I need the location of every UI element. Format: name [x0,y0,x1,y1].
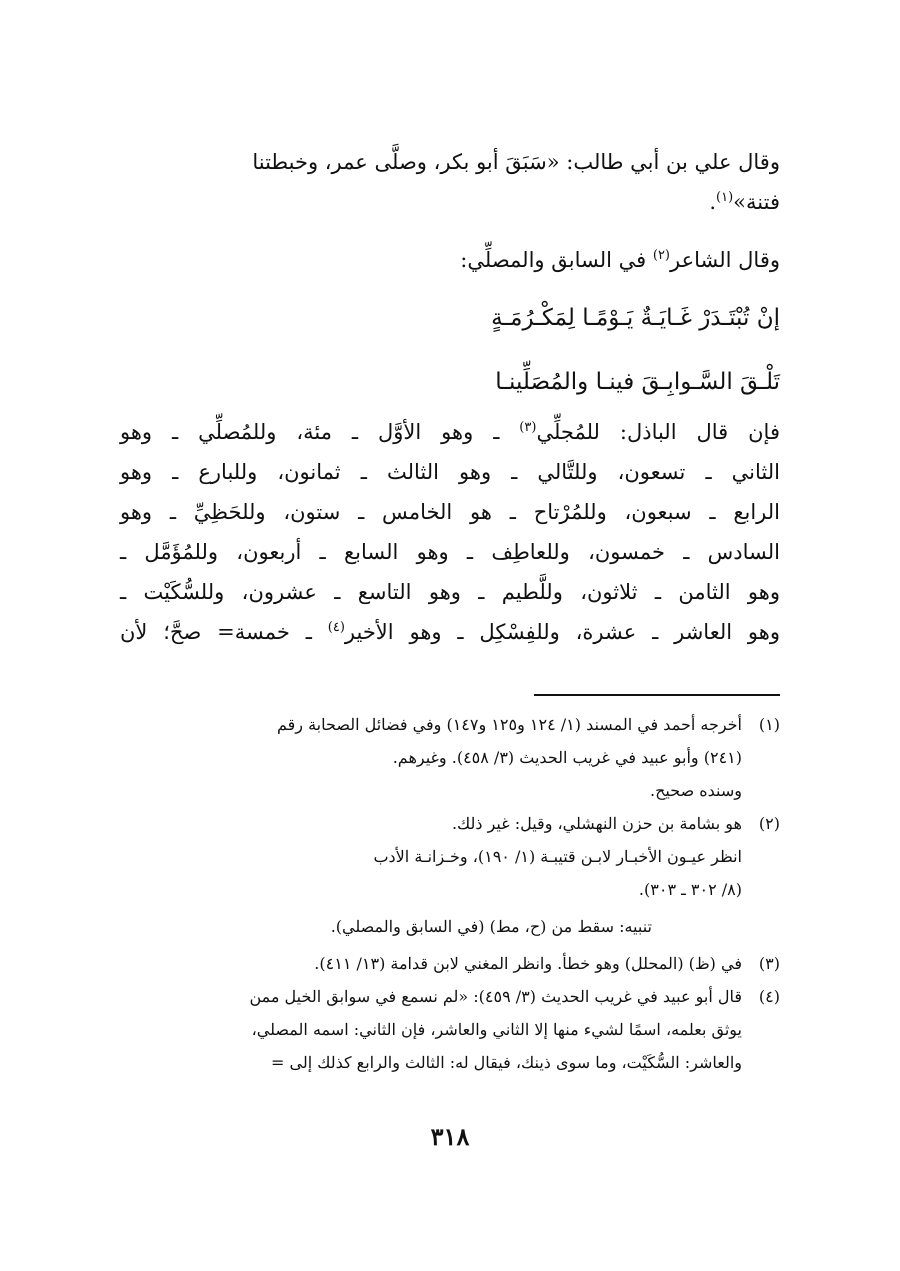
footnote-line: (٢٤١) وأبو عبيد في غريب الحديث (٣/ ٤٥٨). وغيرهم. [392,748,742,767]
text-line: وقال علي بن أبي طالب: «سَبَقَ أبو بكر، وصلَّى عمر، وخبطتنا [252,150,780,174]
footnote-ref: (٢) [652,248,670,263]
footnote-body [120,807,742,906]
footnote-line: والعاشر: السُّكَيْت، وما سوى ذينك، فيقال له: الثالث والرابع كذلك إلى = [270,1053,742,1072]
footnote-body [120,980,742,1079]
text-line: وهو الثامن ـ ثلاثون، وللَّطيم ـ وهو التاسع ـ عشرون، وللسُّكَيْت ـ [120,580,780,604]
footnote-line: (٨/ ٣٠٢ ـ ٣٠٣). [638,880,742,899]
footnote-line: قال أبو عبيد في غريب الحديث (٣/ ٤٥٩): «لم نسمع في سوابق الخيل ممن [249,987,742,1006]
text-fragment: في السابق والمصلِّي: [460,248,653,272]
footnote-body [120,708,742,807]
footnote-line: وسنده صحيح. [650,781,742,800]
footnote-line: هو بشامة بن حزن النهشلي، وقيل: غير ذلك. [451,814,742,833]
text-line: الرابع ـ سبعون، وللمُرْتاح ـ هو الخامس ـ ستون، وللحَظِيِّ ـ وهو [120,500,780,524]
text-fragment: وقال الشاعر [670,248,780,272]
text-line: الثاني ـ تسعون، وللتَّالي ـ وهو الثالث ـ ثمانون، وللبارع ـ وهو [120,460,780,484]
text-line [120,182,780,222]
text-line: السادس ـ خمسون، وللعاطِف ـ وهو السابع ـ أربعون، وللمُؤَمَّل ـ [120,540,780,564]
footnote-ref: (٤) [327,620,345,635]
footnote-line: أخرجه أحمد في المسند (١/ ١٢٤ و١٢٥ و١٤٧) وفي فضائل الصحابة رقم [276,715,742,734]
footnote-line: انظر عيـون الأخبـار لابـن قتيبـة (١/ ١٩٠)، وخـزانـة الأدب [373,847,742,866]
footnote-number: (٢) [758,814,780,833]
verse-hemistich-1: إنْ تُبْتَـدَرْ غَـايَـةٌ يَـوْمًـا لِمَكْـرُمَـةٍ [491,305,780,331]
footnote-line: في (ظ) (المحلل) وهو خطأ. وانظر المغني لابن قدامة (١٣/ ٤١١). [314,954,742,973]
text-fragment: فتنة» [733,190,780,214]
footnote-3 [120,947,780,980]
text-line [120,412,780,452]
footnote-ref: (١) [716,190,734,205]
paragraph-race-ranks [120,412,780,652]
text-fragment: ـ وهو الأوَّل ـ مئة، وللمُصلِّي ـ وهو [120,420,520,444]
paragraph-ali-quote [120,142,780,222]
footnote-number: (٤) [758,987,780,1006]
footnotes [120,708,780,1079]
footnote-ref: (٣) [519,420,537,435]
page-number: ٣١٨ [430,1122,470,1151]
footnote-line: يوثق بعلمه، اسمًا لشيء منها إلا الثاني والعاشر، فإن الثاني: اسمه المصلي، [251,1020,742,1039]
footnote-number: (١) [758,715,780,734]
text-fragment: ـ خمسة= صحَّ؛ لأن [120,620,328,644]
footnote-1 [120,708,780,807]
footnote-4 [120,980,780,1079]
text-line [120,612,780,652]
footnote-separator [534,694,780,696]
text-fragment: . [709,190,717,214]
paragraph-poet-intro [120,240,780,280]
footnote-body [120,947,742,980]
footnote-2-note: تنبيه: سقط من (ح، مط) (في السابق والمصلي). [330,917,652,936]
verse-hemistich-2: تَلْـقَ السَّـوابِـقَ فينـا والمُصَلِّينـا [495,369,780,395]
text-fragment: وهو العاشر ـ عشرة، وللفِسْكِل ـ وهو الأخير [344,620,780,644]
text-fragment: فإن قال الباذل: للمُجلِّي [536,420,780,444]
footnote-2 [120,807,780,906]
footnote-number: (٣) [758,954,780,973]
